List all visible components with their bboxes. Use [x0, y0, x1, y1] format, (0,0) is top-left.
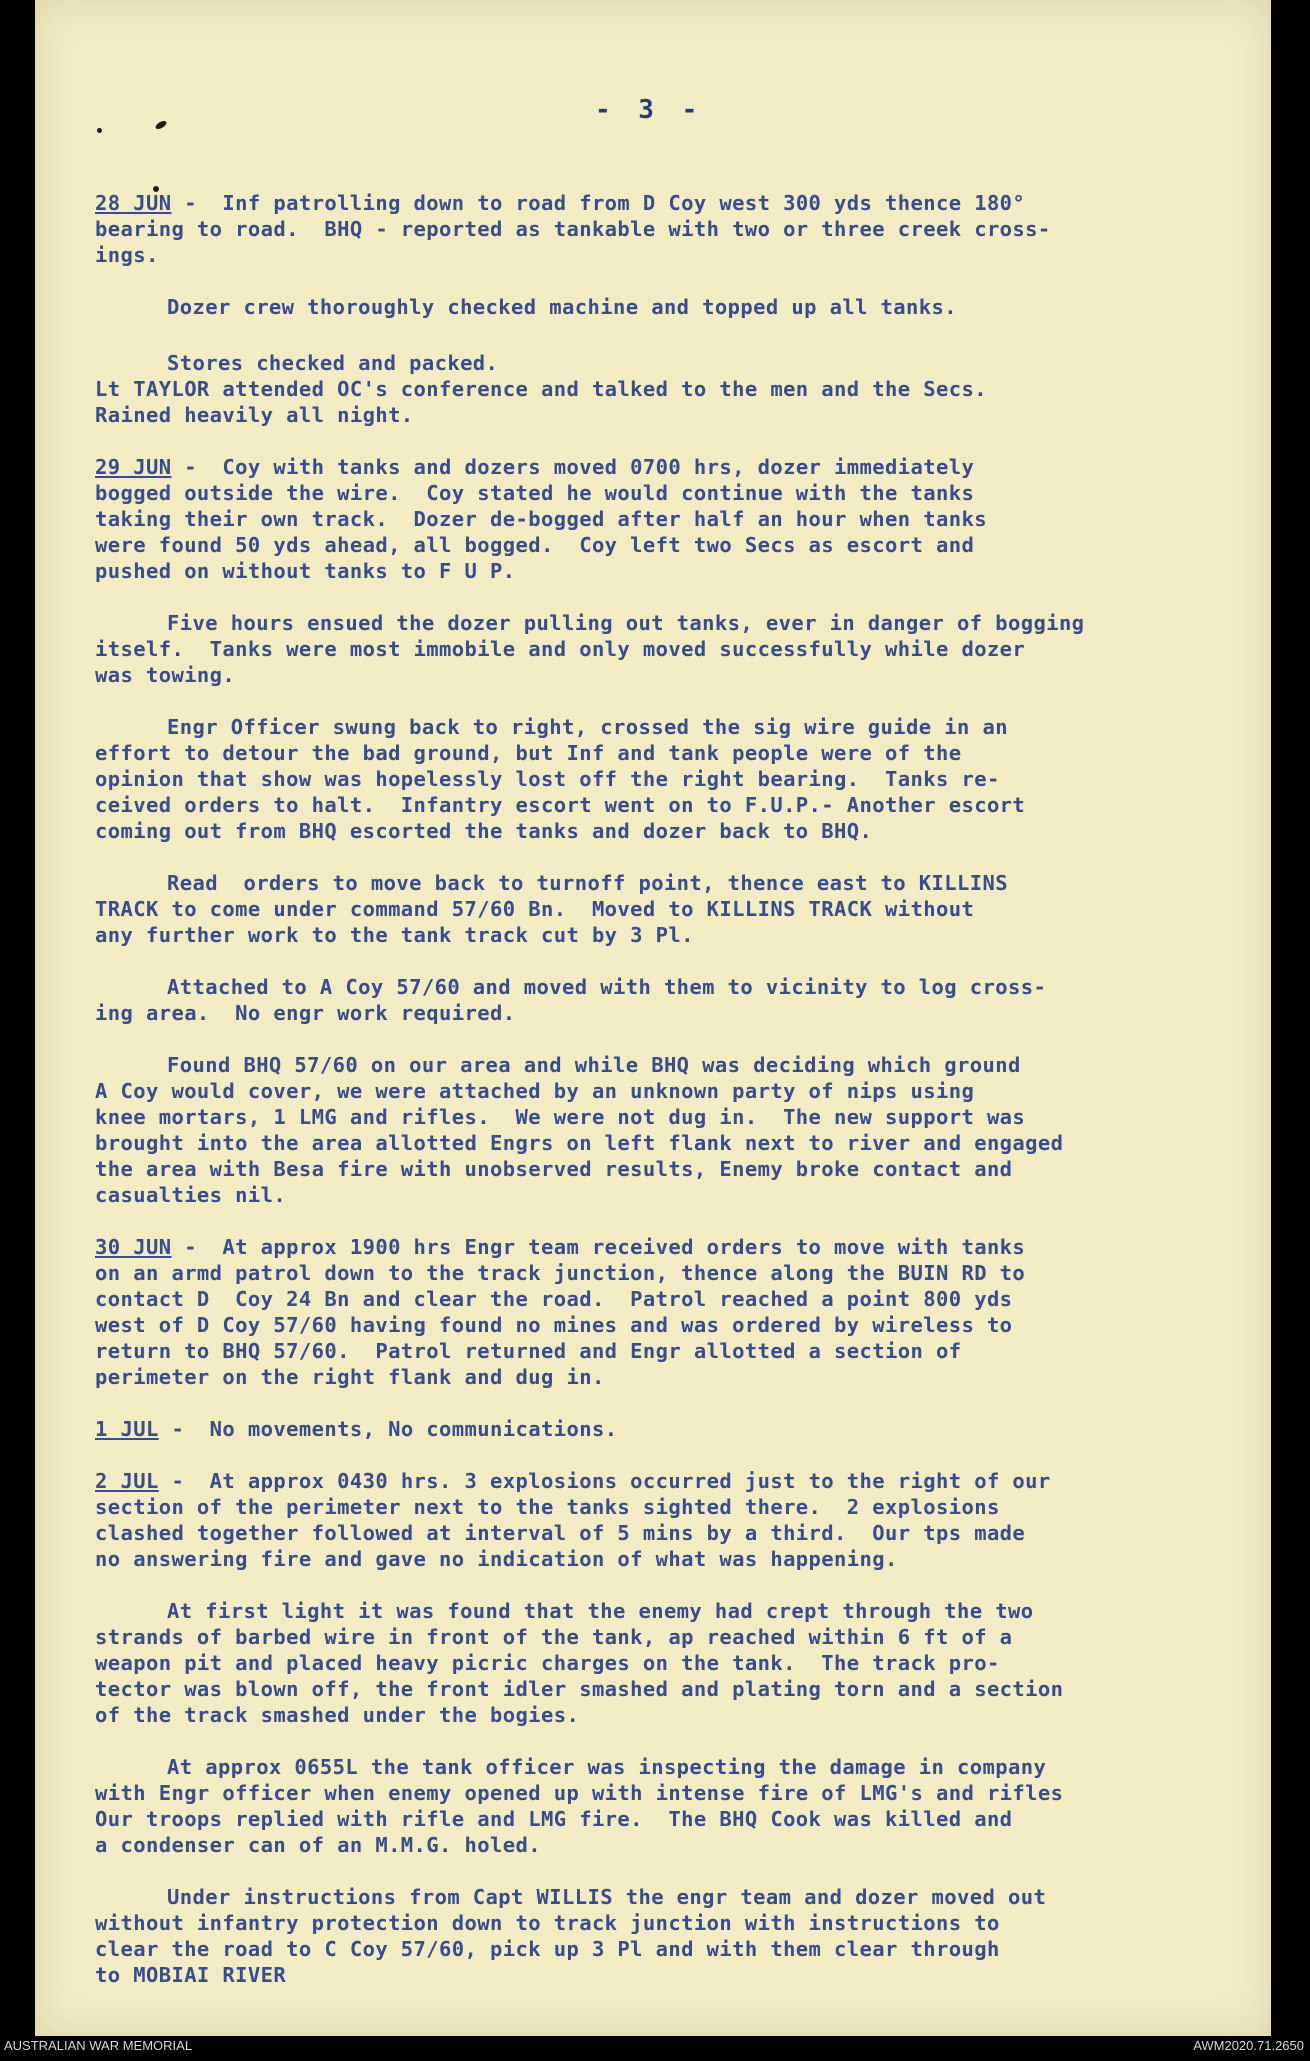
entry-date: 29 JUN: [95, 455, 172, 479]
paragraph-text: - At approx 0430 hrs. 3 explosions occurred just to the right of our section of the perimeter next to the tanks sighted there. 2 explosions clashed together followed at interval of 5 mins by a third. Our tps made no answering fire and gave no indication of what was happening.: [95, 1469, 1051, 1571]
paragraph-text: - At approx 1900 hrs Engr team received orders to move with tanks on an armd patrol down to the track junction, thence along the BUIN RD to contact D Coy 24 Bn and clear the road. Patrol reached a point 800 yds west of D Coy 57/60 having found no mines and was ordered by wireless to return to BHQ 57/60. Patrol returned and Engr allotted a section of perimeter on the right flank and dug in.: [95, 1235, 1026, 1389]
paragraph-text: Stores checked and packed. Lt TAYLOR attended OC's conference and talked to the men and the Secs. Rained heavily all night.: [95, 351, 987, 427]
paragraph: [95, 454, 1235, 584]
paragraph: [95, 1884, 1235, 1988]
footer-right: AWM2020.71.2650: [1193, 2038, 1304, 2053]
page-number: - 3 -: [595, 95, 704, 125]
paragraph: [95, 1052, 1235, 1208]
paragraph: [95, 1598, 1235, 1728]
paragraph: [95, 1754, 1235, 1858]
paragraph: [95, 1234, 1235, 1390]
paragraph: [95, 714, 1235, 844]
paragraph-text: Under instructions from Capt WILLIS the engr team and dozer moved out without infantry protection down to track junction with instructions to clear the road to C Coy 57/60, pick up 3 Pl and with them clear through to MOBIAI RIVER: [95, 1885, 1047, 1987]
paragraph-text: - Coy with tanks and dozers moved 0700 hrs, dozer immediately bogged outside the wire. Coy stated he would continue with the tanks taking their own track. Dozer de-bogged after half an hour when tanks were found 50 yds ahead, all bogged. Coy left two Secs as escort and pushed on without tanks to F U P.: [95, 455, 987, 583]
paragraph: [95, 974, 1235, 1026]
paragraph: [95, 1416, 1235, 1442]
footer-left: AUSTRALIAN WAR MEMORIAL: [4, 2038, 193, 2053]
ink-blot: [154, 119, 167, 130]
paragraph-text: Found BHQ 57/60 on our area and while BHQ was deciding which ground A Coy would cover, we were attached by an unknown party of nips using knee mortars, 1 LMG and rifles. We were not dug in. The new support was brought into the area allotted Engrs on left flank next to river and engaged the area with Besa fire with unobserved results, Enemy broke contact and casualties nil.: [95, 1053, 1064, 1207]
paragraph-text: Attached to A Coy 57/60 and moved with them to vicinity to log cross- ing area. No engr work required.: [95, 975, 1047, 1025]
paragraph: [95, 350, 1235, 428]
entry-date: 1 JUL: [95, 1417, 159, 1441]
ink-blot: [97, 128, 102, 133]
paragraph-text: Dozer crew thoroughly checked machine and topped up all tanks.: [167, 295, 958, 319]
paragraph: [95, 294, 1235, 320]
document-page: [35, 0, 1271, 2036]
entry-date: 2 JUL: [95, 1469, 159, 1493]
paragraph-text: At approx 0655L the tank officer was inspecting the damage in company with Engr officer when enemy opened up with intense fire of LMG's and rifles Our troops replied with rifle and LMG fire. The BHQ Cook was killed and a condenser can of an M.M.G. holed.: [95, 1755, 1064, 1857]
typed-body: [95, 190, 1235, 2014]
paragraph-text: Engr Officer swung back to right, crossed the sig wire guide in an effort to detour the bad ground, but Inf and tank people were of the opinion that show was hopelessly lost off the right bearing. Tanks re- ceived orders to halt. Infantry escort went on to F.U.P.- Another escort coming out from BHQ escorted the tanks and dozer back to BHQ.: [95, 715, 1026, 843]
paragraph: [95, 190, 1235, 268]
entry-date: 28 JUN: [95, 191, 172, 215]
paragraph-text: Read orders to move back to turnoff point, thence east to KILLINS TRACK to come under command 57/60 Bn. Moved to KILLINS TRACK without any further work to the tank track cut by 3 Pl.: [95, 871, 1008, 947]
paragraph-text: Five hours ensued the dozer pulling out tanks, ever in danger of bogging itself. Tanks were most immobile and only moved successfully while dozer was towing.: [95, 611, 1085, 687]
paragraph-text: - Inf patrolling down to road from D Coy west 300 yds thence 180° bearing to road. BHQ - reported as tankable with two or three creek cross- ings.: [95, 191, 1051, 267]
paragraph-text: - No movements, No communications.: [158, 1417, 618, 1441]
paragraph: [95, 870, 1235, 948]
paragraph-text: At first light it was found that the enemy had crept through the two strands of barbed wire in front of the tank, ap reached within 6 ft of a weapon pit and placed heavy picric charges on the tank. The track pro- tector was blown off, the front idler smashed and plating torn and a section of the track smashed under the bogies.: [95, 1599, 1064, 1727]
paragraph: [95, 610, 1235, 688]
paragraph: [95, 1468, 1235, 1572]
entry-date: 30 JUN: [95, 1235, 172, 1259]
